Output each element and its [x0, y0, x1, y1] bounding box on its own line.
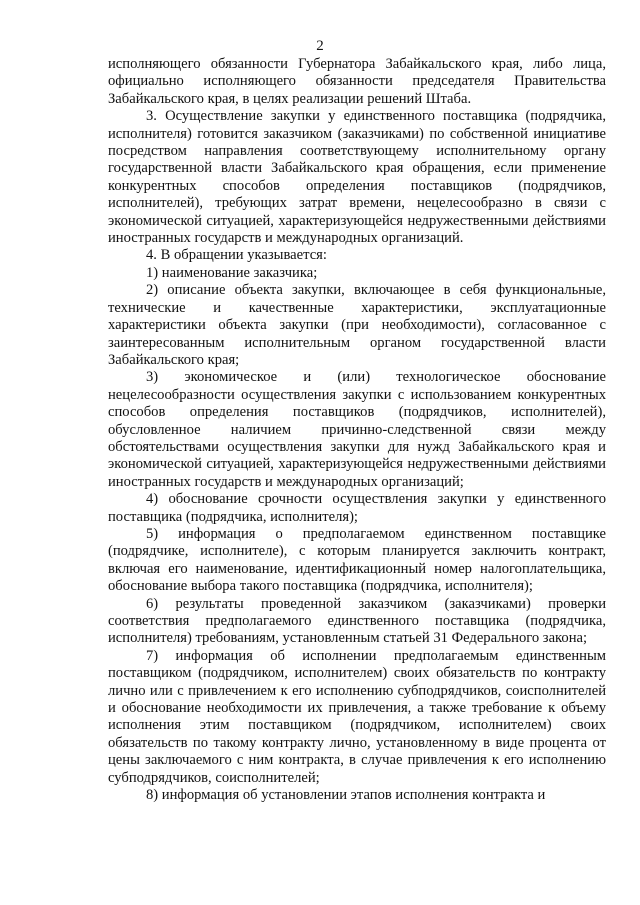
list-item-3: 3) экономическое и (или) технологическое обоснование нецелесообразности осуществления закупки с использованием конкурентных способов определения поставщиков (подрядчиков, исполнителей), обусловленное наличием причинно-следственной связи между обстоятельствами осуществления закупки для нужд Забайкальского края и экономической ситуацией, характеризующейся недружественными действиями иностранных государств и международных организаций;: [108, 369, 606, 490]
list-item-8: 8) информация об установлении этапов исполнения контракта и: [146, 787, 546, 804]
document-body: [108, 56, 606, 804]
list-item-6: 6) результаты проведенной заказчиком (заказчиками) проверки соответствия предполагаемого единственного поставщика (подрядчика, исполнителя) требованиям, установленным статьей 31 Федерального закона;: [108, 595, 606, 647]
page-number: 2: [316, 38, 324, 54]
paragraph-4-heading: 4. В обращении указывается:: [146, 247, 327, 264]
paragraph-continuation: исполняющего обязанности Губернатора Забайкальского края, либо лица, официально исполняющего обязанности председателя Правительства Забайкальского края, в целях реализации решений Штаба.: [108, 56, 606, 107]
list-item-7: 7) информация об исполнении предполагаемым единственным поставщиком (подрядчиком, исполнителем) своих обязательств по контракту лично или с привлечением к его исполнению субподрядчиков, соисполнителей и обоснование необходимости их привлечения, а также требование к объему исполнения этим поставщиком (подрядчиком, исполнителем) своих обязательств по такому контракту лично, установленному в виде процента от цены заключаемого с ним контракта, в случае привлечения к его исполнению субподрядчиков, соисполнителей;: [108, 647, 606, 786]
list-item-2: 2) описание объекта закупки, включающее в себя функциональные, технические и качественные характеристики, эксплуатационные характеристики объекта закупки (при необходимости), согласованное с заинтересованным исполнительным органом государственной власти Забайкальского края;: [108, 282, 606, 368]
list-item-4: 4) обоснование срочности осуществления закупки у единственного поставщика (подрядчика, исполнителя);: [108, 491, 606, 525]
list-item-1: 1) наименование заказчика;: [146, 264, 318, 281]
paragraph-3: 3. Осуществление закупки у единственного поставщика (подрядчика, исполнителя) готовится заказчиком (заказчиками) по собственной инициативе посредством направления соответствующему исполнительному органу государственной власти Забайкальского края обращения, если применение конкурентных способов определения поставщиков (подрядчиков, исполнителей), требующих затрат времени, нецелесообразно в связи с экономической ситуацией, характеризующейся недружественными действиями иностранных государств и международных организаций.: [108, 108, 606, 247]
list-item-5: 5) информация о предполагаемом единственном поставщике (подрядчике, исполнителе), с которым планируется заключить контракт, включая его наименование, идентификационный номер налогоплательщика, обоснование выбора такого поставщика (подрядчика, исполнителя);: [108, 525, 606, 595]
